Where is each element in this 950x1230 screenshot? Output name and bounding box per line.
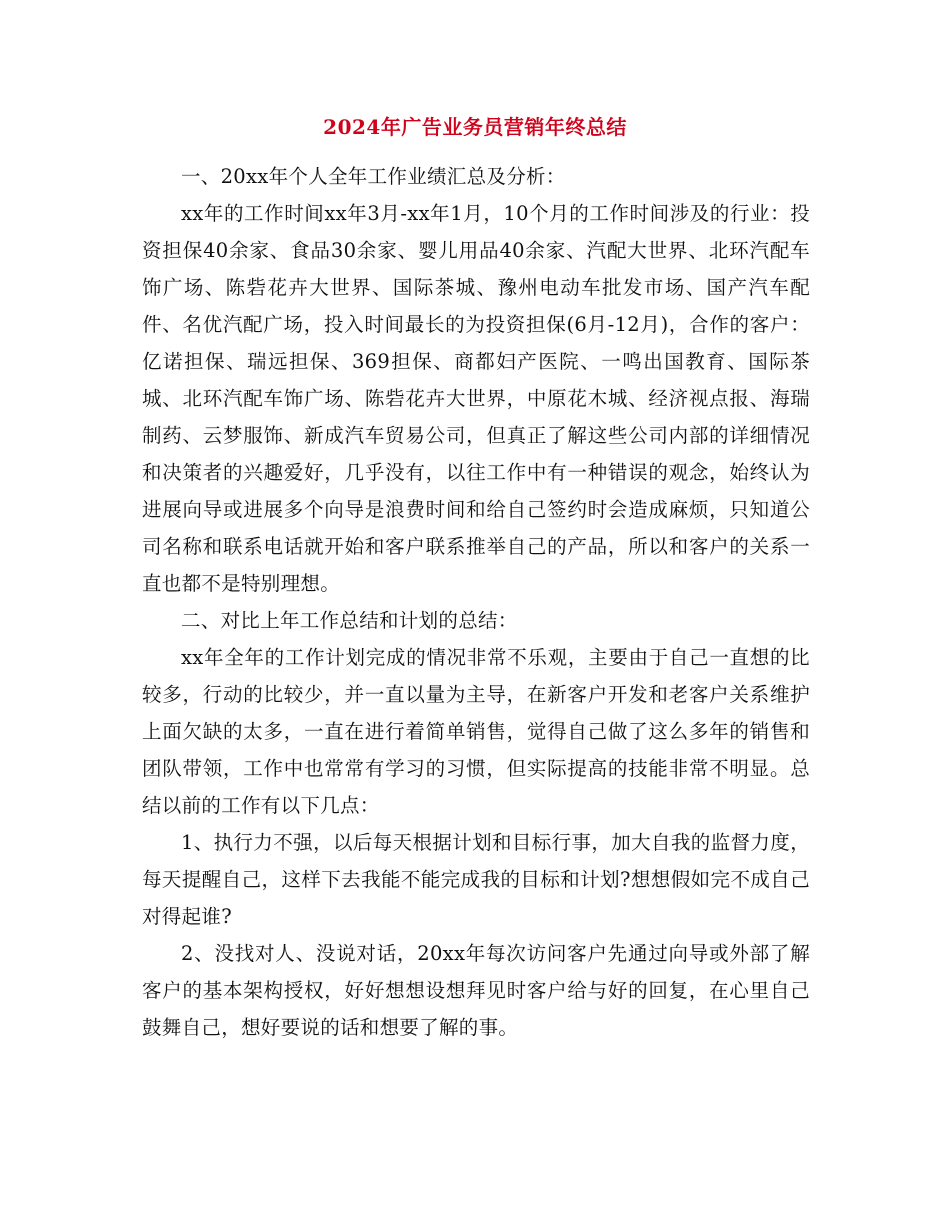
list-item-1: 1、执行力不强，以后每天根据计划和目标行事，加大自我的监督力度，每天提醒自己，这样下去我能不能完成我的目标和计划?想想假如完不成自己对得起谁? [142,831,810,928]
document-body [142,158,810,1046]
list-item-2: 2、没找对人、没说对话，20xx年每次访问客户先通过向导或外部了解客户的基本架构授权，好好想想设想拜见时客户给与好的回复，在心里自己鼓舞自己，想好要说的话和想要了解的事。 [142,942,810,1039]
document-title: 2024年广告业务员营销年终总结 [323,115,627,139]
section-heading-2: 二、对比上年工作总结和计划的总结： [181,609,518,632]
paragraph-1: xx年的工作时间xx年3月-xx年1月，10个月的工作时间涉及的行业：投资担保40余家、食品30余家、婴儿用品40余家、汽配大世界、北环汽配车饰广场、陈砦花卉大世界、国际茶城、豫州电动车批发市场、国产汽车配件、名优汽配广场，投入时间最长的为投资担保(6月-12月)，合作的客户：亿诺担保、瑞远担保、369担保、商都妇产医院、一鸣出国教育、国际茶城、北环汽配车饰广场、陈砦花卉大世界，中原花木城、经济视点报、海瑞制药、云梦服饰、新成汽车贸易公司，但真正了解这些公司内部的详细情况和决策者的兴趣爱好，几乎没有，以往工作中有一种错误的观念，始终认为进展向导或进展多个向导是浪费时间和给自己签约时会造成麻烦，只知道公司名称和联系电话就开始和客户联系推举自己的产品，所以和客户的关系一直也都不是特别理想。 [142,202,810,595]
section-heading-1: 一、20xx年个人全年工作业绩汇总及分析： [181,165,566,188]
paragraph-2: xx年全年的工作计划完成的情况非常不乐观，主要由于自己一直想的比较多，行动的比较少，并一直以量为主导，在新客户开发和老客户关系维护上面欠缺的太多，一直在进行着简单销售，觉得自己做了这么多年的销售和团队带领，工作中也常常有学习的习惯，但实际提高的技能非常不明显。总结以前的工作有以下几点： [142,646,810,817]
